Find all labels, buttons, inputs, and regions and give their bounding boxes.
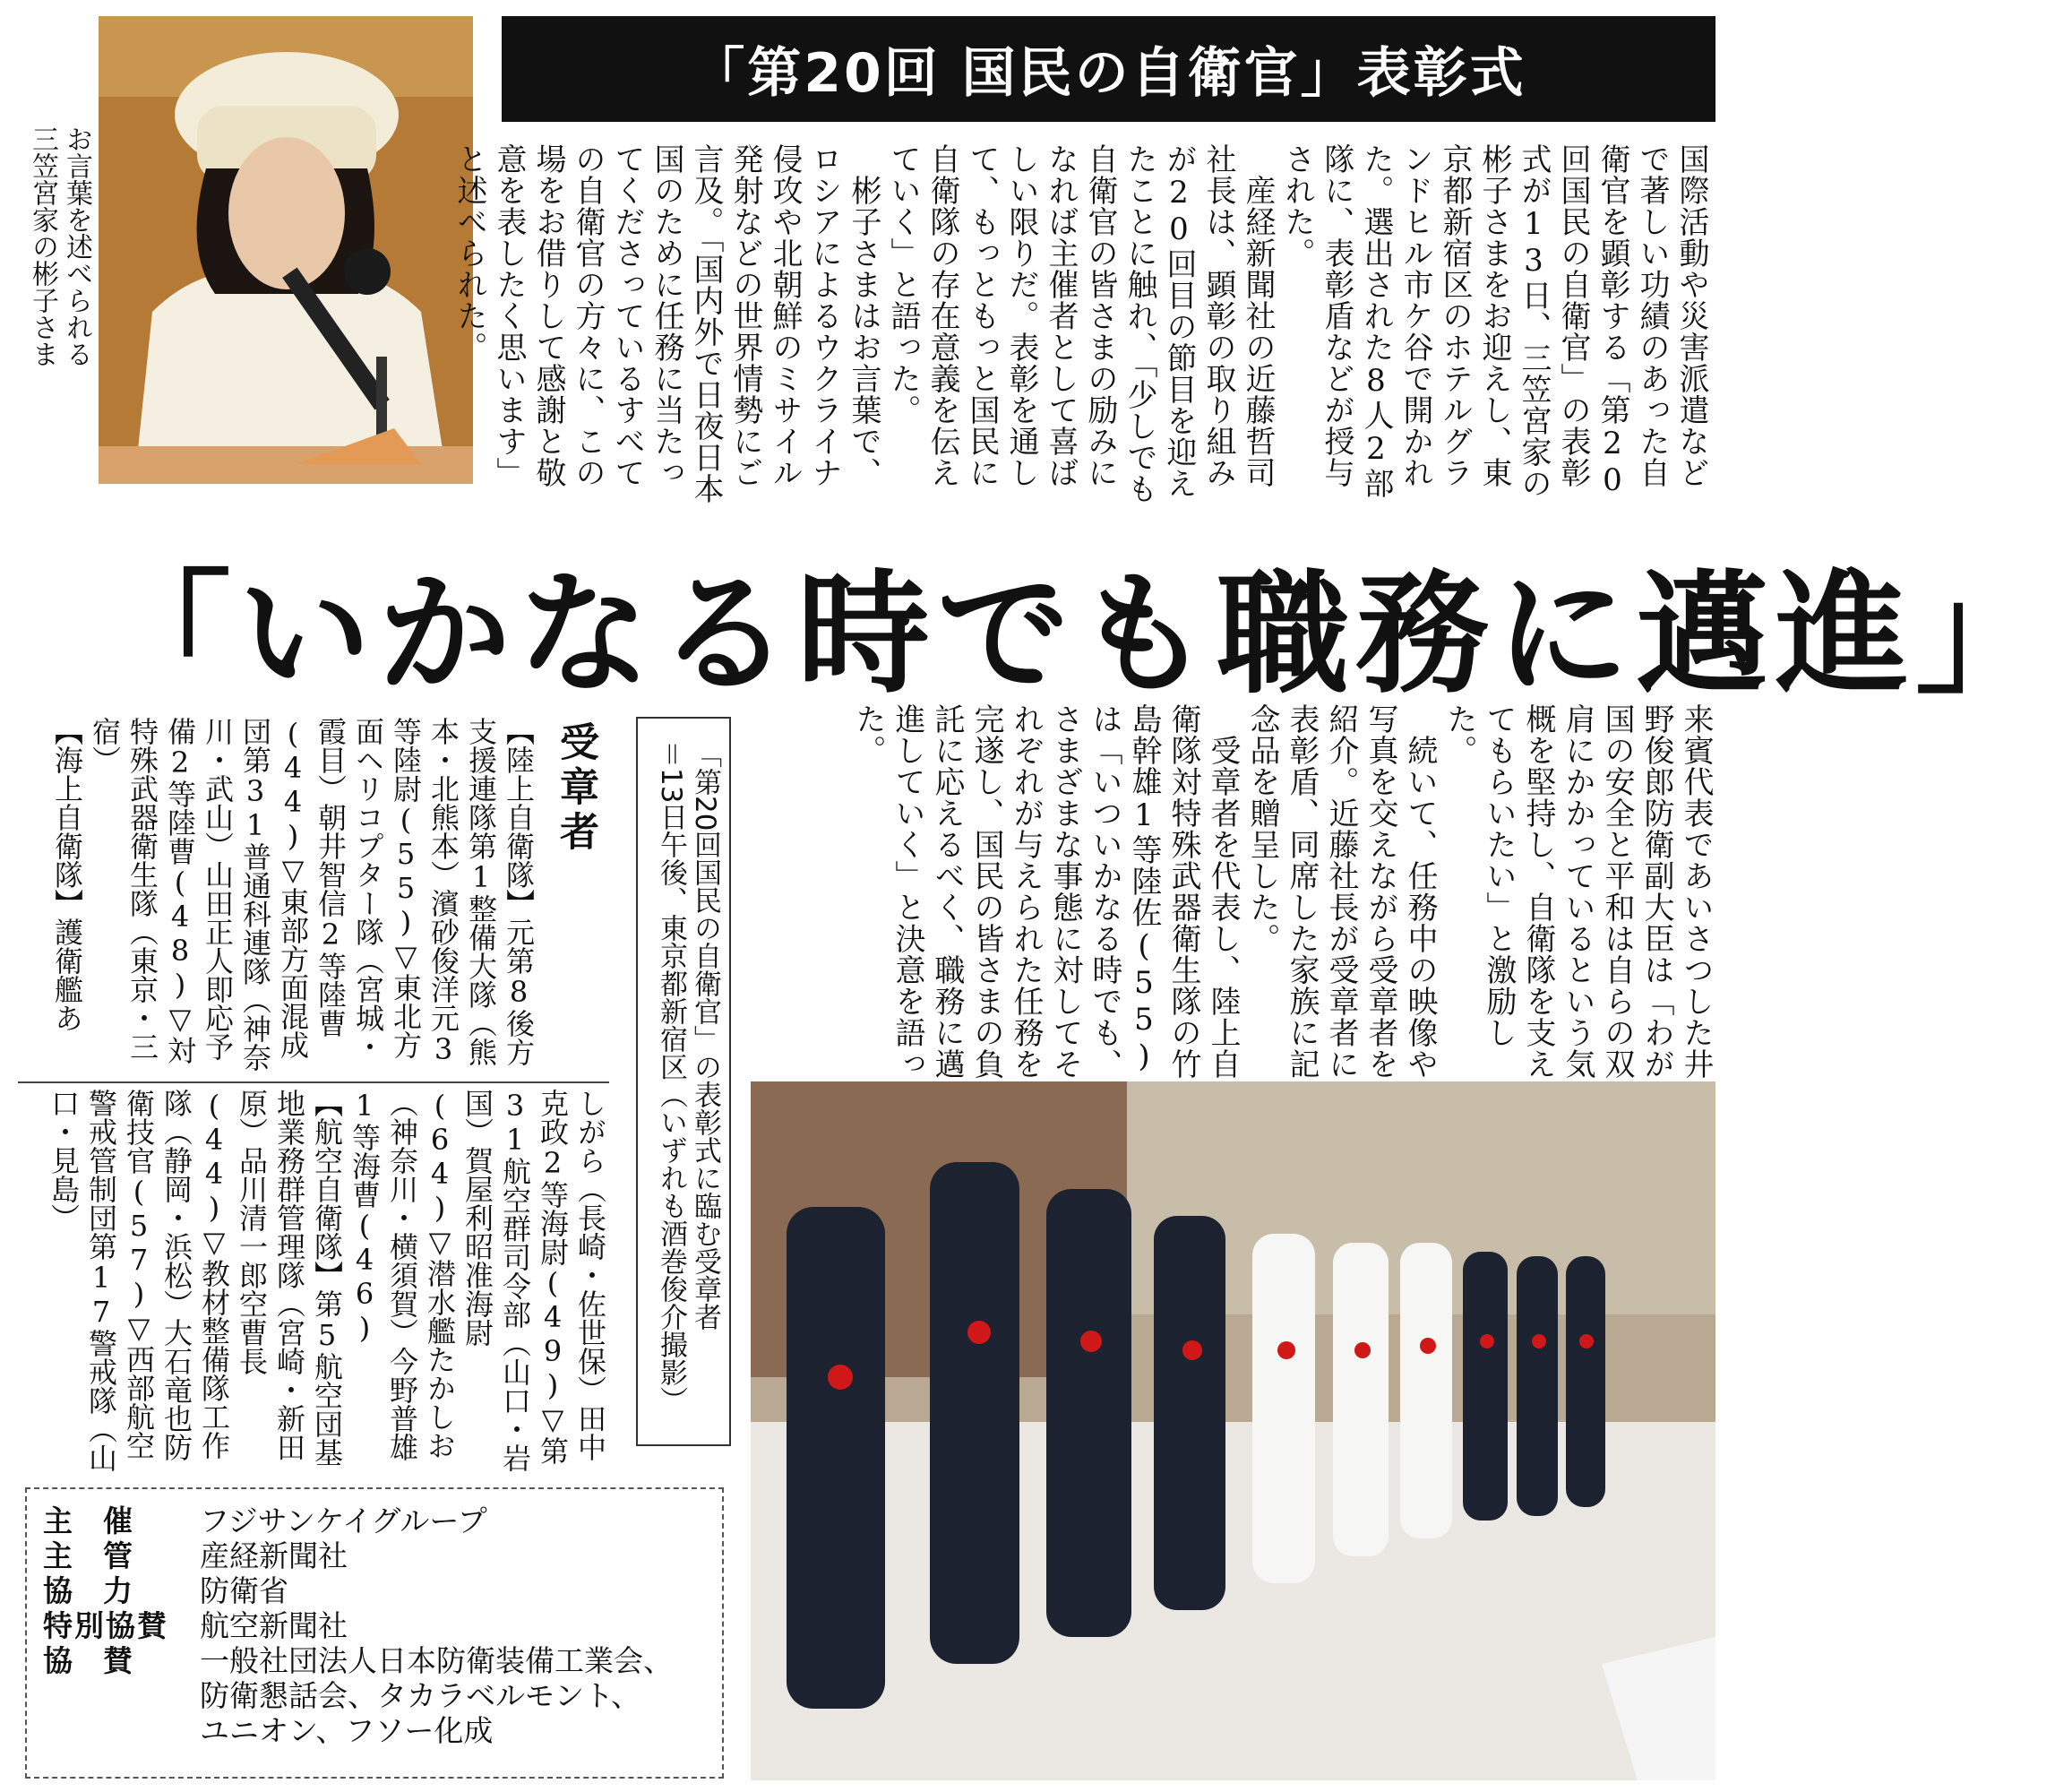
bottom-photo-caption: 「第20回国民の自衛官」の表彰式に臨む受章者 ＝13日午後、東京都新宿区（いずれも酒巻俊介撮影） [655,740,721,1415]
credit-value: 一般社団法人日本防衛装備工業会、 防衛懇話会、タカラベルモント、 ユニオン、フソー化成 [200,1643,673,1748]
page-header [502,16,1715,122]
speaker-illustration [99,16,473,484]
recipients-block-1: 【陸上自衛隊】元第8後方支援連隊第1整備大隊（熊本・北熊本）濱砂俊洋元3等陸尉(55)▽東北方面ヘリコプター隊（宮城・霞目）朝井智信2等陸曹(44)▽東部方面混成団第31普通科連隊（神奈川・武山）山田正人即応予備2等陸曹(48)▽対特殊武器衛生隊（東京・三宿） 【海上自衛隊】護衛艦あ [50,717,536,1072]
recipients-block-2: しがら（長崎・佐世保）田中克政2等海尉(49)▽第31航空群司令部（山口・岩国）賀屋利昭准海尉(64)▽潜水艦たかしお（神奈川・横須賀）今野普雄1等海曹(46) 【航空自衛隊】第5航空団基地業務群管理隊（宮崎・新田原）品川清一郎空曹長(44)▽教材整備隊工作隊（静岡・浜松）大石竜也防衛技官(57)▽西部航空警戒管制団第17警戒隊（山口・見島） [47,1089,607,1472]
credit-role: 協力 [43,1573,163,1608]
header-title: 「第20回 国民の自衛官」表彰式 [691,42,1526,105]
credit-role: 主管 [43,1538,163,1573]
credits-box [25,1487,724,1779]
bottom-photo-caption-box [636,717,731,1446]
recipients-title: 受章者 [553,721,598,856]
credit-row-cooperation [43,1573,706,1608]
credit-value: フジサンケイグループ [200,1503,487,1538]
credit-row-organizer [43,1538,706,1573]
credit-role: 協賛 [43,1643,163,1678]
credit-role: 特別協賛 [43,1608,168,1643]
article-right-body: 来賓代表であいさつした井野俊郎防衛副大臣は「わが国の安全と平和は自らの双肩にかかっているという気概を堅持し、自衛隊を支えてもらいたい」と激励した。 続いて、任務中の映像や写真を交えながら受章者を紹介。近藤社長が受章者に表彰盾、同席した家族に記念品を贈呈した。 受章者を代表し、陸上自衛隊対特殊武器衛生隊の竹島幹雄1等陸佐(55)は「いついかなる時でも、さまざまな事態に対してそれぞれが与えられた任務を完遂し、国民の皆さまの負託に応えるべく、職務に邁進していく」と決意を語った。 [850,703,1714,1080]
credit-row-host [43,1503,706,1538]
ceremony-photo [751,1081,1715,1780]
credit-value: 航空新聞社 [200,1608,348,1643]
credit-value: 産経新聞社 [200,1538,348,1573]
credit-value: 防衛省 [200,1573,288,1608]
article-top-body: 国際活動や災害派遣などで著しい功績のあった自衛官を顕彰する「第20回国民の自衛官」の表彰式が13日、三笠宮家の彬子さまをお迎えし、東京都新宿区のホテルグランドヒル市ケ谷で開かれた。選出された8人2部隊に、表彰盾などが授与された。 産経新聞社の近藤哲司社長は、顕彰の取り組みが20回目の節目を迎えたことに触れ、「少しでも自衛官の皆さまの励みになれば主催者として喜ばしい限りだ。表彰を通して、もっともっと国民に自衛隊の存在意義を伝えていく」と語った。 彬子さまはお言葉で、ロシアによるウクライナ侵攻や北朝鮮のミサイル発射などの世界情勢にご言及。「国内外で日夜日本国のために任務に当たってくださっているすべての自衛官の方々に、この場をお借りして感謝と敬意を表したく思います」と述べられた。 [451,143,1709,504]
credit-row-special-sponsor [43,1608,706,1643]
top-photo-caption: お言葉を述べられる 三笠宮家の彬子さま [27,125,92,367]
recipients-divider [18,1081,609,1083]
main-headline: 「いかなる時でも職務に邁進」 [99,556,2055,711]
ceremony-illustration [751,1081,1715,1780]
credit-role: 主催 [43,1503,163,1538]
top-photo [99,16,473,484]
credit-row-sponsor [43,1643,706,1748]
